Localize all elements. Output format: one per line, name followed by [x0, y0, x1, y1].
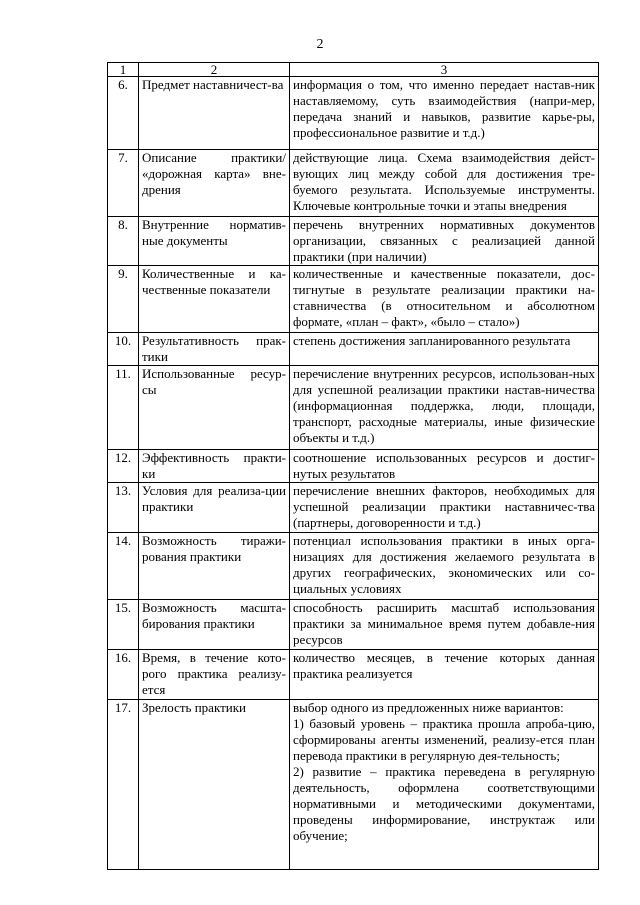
column-number-2: 2: [139, 63, 290, 77]
row-description: количественные и качественные показатели, дос-тигнутые в результате реализации практики на-ставничества (в относительном и абсолютном формате, «план – факт», «было – стало»): [290, 266, 599, 333]
row-name: Предмет наставничест-ва: [139, 77, 290, 150]
row-description: способность расширить масштаб использования практики за минимальное время путем добавле-ния ресурсов: [290, 600, 599, 650]
row-name: Описание практики/ «дорожная карта» вне-дрения: [139, 150, 290, 217]
row-name: Зрелость практики: [139, 700, 290, 870]
row-description: соотношение использованных ресурсов и достиг-нутых результатов: [290, 450, 599, 483]
row-number: 17.: [108, 700, 139, 870]
row-name: Использованные ресур-сы: [139, 366, 290, 450]
table-row: [108, 450, 599, 483]
row-number: 9.: [108, 266, 139, 333]
row-number: 14.: [108, 533, 139, 600]
table-row: [108, 600, 599, 650]
row-description: действующие лица. Схема взаимодействия дейст-вующих лиц между собой для достижения тре-буемого результата. Используемые инструменты. Ключевые контрольные точки и этапы внедрения: [290, 150, 599, 217]
table-row: [108, 650, 599, 700]
row-description: потенциал использования практики в иных орга-низациях для достижения желаемого результата в других географических, экономических или со-циальных условиях: [290, 533, 599, 600]
row-description: перечисление внешних факторов, необходимых для успешной реализации практики наставничес-тва (партнеры, договоренности и т.д.): [290, 483, 599, 533]
row-name: Результативность прак-тики: [139, 333, 290, 366]
row-name: Эффективность практи-ки: [139, 450, 290, 483]
row-name: Условия для реализа-ции практики: [139, 483, 290, 533]
row-name: Возможность масшта-бирования практики: [139, 600, 290, 650]
table-row: [108, 77, 599, 150]
row-number: 6.: [108, 77, 139, 150]
column-number-3: 3: [290, 63, 599, 77]
row-description: [290, 700, 599, 870]
table-row: [108, 333, 599, 366]
row-description: перечень внутренних нормативных документов организации, связанных с реализацией данной практики (при наличии): [290, 217, 599, 266]
maturity-option-development: 2) развитие – практика переведена в регулярную деятельность, оформлена соответствующими нормативными и методическими документами, проведены информирование, инструктаж или обучение;: [293, 764, 595, 843]
row-number: 10.: [108, 333, 139, 366]
table-row: [108, 217, 599, 266]
row-number: 16.: [108, 650, 139, 700]
table-row: [108, 366, 599, 450]
row-number: 15.: [108, 600, 139, 650]
row-description: степень достижения запланированного результата: [290, 333, 599, 366]
table-row: [108, 483, 599, 533]
column-number-row: [108, 63, 599, 77]
column-number-1: 1: [108, 63, 139, 77]
table-row: [108, 700, 599, 870]
row-number: 12.: [108, 450, 139, 483]
table-row: [108, 150, 599, 217]
row-number: 11.: [108, 366, 139, 450]
row-description: информация о том, что именно передает настав-ник наставляемому, суть взаимодействия (напри-мер, передача знаний и навыков, развитие карье-ры, профессиональное развитие и т.д.): [290, 77, 599, 150]
table-row: [108, 266, 599, 333]
maturity-intro: выбор одного из предложенных ниже вариантов:: [293, 700, 564, 715]
row-name: Возможность тиражи-рования практики: [139, 533, 290, 600]
maturity-option-basic: 1) базовый уровень – практика прошла апроба-цию, сформированы агенты изменений, реализу-ется план перевода практики в регулярную дея-тельность;: [293, 716, 595, 763]
row-name: Время, в течение кото-рого практика реализу-ется: [139, 650, 290, 700]
page-number: 2: [316, 37, 324, 52]
row-description: перечисление внутренних ресурсов, использован-ных для успешной реализации практики настав-ничества (информационная поддержка, люди, площади, транспорт, расходные материалы, иные физические объекты и т.д.): [290, 366, 599, 450]
row-name: Количественные и ка-чественные показатели: [139, 266, 290, 333]
row-number: 13.: [108, 483, 139, 533]
row-number: 7.: [108, 150, 139, 217]
table-row: [108, 533, 599, 600]
row-name: Внутренние норматив-ные документы: [139, 217, 290, 266]
practice-description-table: [107, 62, 599, 870]
row-number: 8.: [108, 217, 139, 266]
row-description: количество месяцев, в течение которых данная практика реализуется: [290, 650, 599, 700]
